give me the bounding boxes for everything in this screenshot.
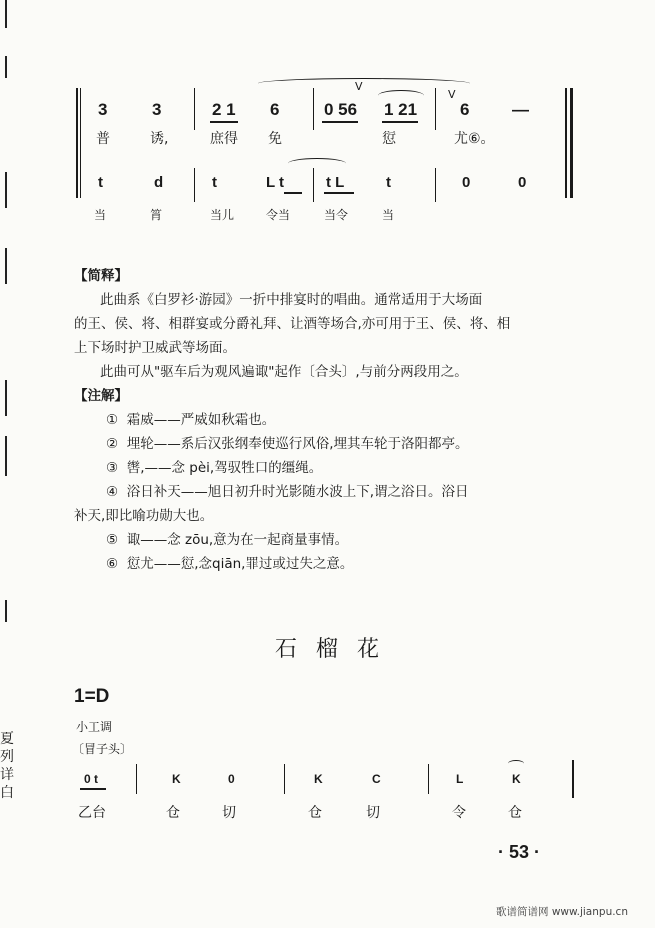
margin-rule bbox=[5, 436, 7, 476]
intro-label: 〔冒子头〕 bbox=[72, 742, 133, 756]
paragraph: 上下场时护卫威武等场面。 bbox=[74, 340, 236, 356]
melody-note: 3 bbox=[152, 100, 162, 119]
percussion-note: 0 bbox=[462, 174, 471, 191]
percussion-word: 当儿 bbox=[210, 208, 235, 222]
percussion-word: 令当 bbox=[266, 208, 291, 222]
zhujie-section bbox=[74, 384, 574, 576]
lyric: 庶得 bbox=[210, 131, 238, 147]
section-heading: 【注解】 bbox=[74, 388, 128, 404]
percussion-word: 仓 bbox=[308, 805, 322, 821]
note-item: ① 霜威——严威如秋霜也。 bbox=[106, 412, 276, 428]
paragraph: 的王、侯、将、相群宴或分爵礼拜、让酒等场合,亦可用于王、侯、将、相 bbox=[74, 316, 511, 332]
breath-mark: V bbox=[448, 88, 456, 101]
margin-rule bbox=[5, 0, 7, 28]
jianshi-section bbox=[74, 264, 574, 384]
paragraph: 此曲系《白罗衫·游园》一折中排宴时的唱曲。通常适用于大场面 bbox=[100, 292, 483, 308]
percussion-word: 乙台 bbox=[78, 805, 106, 821]
note-item: ④ 浴日补天——旭日初升时光影随水波上下,谓之浴日。浴日 bbox=[106, 484, 469, 500]
slur bbox=[258, 78, 470, 89]
margin-rule bbox=[5, 380, 7, 416]
melody-note: 6 bbox=[270, 100, 280, 119]
percussion-note: t bbox=[98, 174, 103, 191]
percussion-word: 切 bbox=[366, 805, 380, 821]
percussion-note: 0 bbox=[518, 174, 527, 191]
percussion-note: t bbox=[212, 174, 217, 191]
melody-note: 0 56 bbox=[324, 100, 358, 119]
percussion-note: 0 t bbox=[84, 772, 99, 786]
percussion-note: t bbox=[386, 174, 391, 191]
melody-note: 1 21 bbox=[384, 100, 418, 119]
percussion-note: 0 bbox=[228, 772, 235, 786]
margin-rule bbox=[5, 600, 7, 622]
page-number: · 53 · bbox=[498, 842, 541, 862]
key-signature: 1=D bbox=[74, 686, 110, 707]
percussion-note: K bbox=[172, 772, 181, 786]
note-item: 补天,即比喻功勋大也。 bbox=[74, 508, 214, 524]
percussion-note: K bbox=[314, 772, 323, 786]
lyric: 普 bbox=[96, 131, 110, 147]
percussion-word: 仓 bbox=[508, 805, 522, 821]
margin-rule bbox=[5, 248, 7, 284]
percussion-word: 切 bbox=[222, 805, 236, 821]
note-item: ⑥ 愆尤——愆,念qiān,罪过或过失之意。 bbox=[106, 556, 354, 572]
percussion-note: L t bbox=[266, 174, 285, 191]
breath-mark: V bbox=[355, 80, 363, 93]
margin-rule bbox=[5, 56, 7, 78]
lyric: 诱, bbox=[150, 131, 169, 147]
margin-text: 夏 列 详 白 bbox=[0, 731, 14, 801]
paragraph: 此曲可从"驱车后为观风遍诹"起作〔合头〕,与前分两段用之。 bbox=[100, 364, 468, 380]
melody-note: 2 1 bbox=[212, 100, 236, 119]
note-item: ③ 辔,——念 pèi,驾驭牲口的缰绳。 bbox=[106, 460, 323, 476]
percussion-word: 令 bbox=[452, 805, 466, 821]
fermata bbox=[508, 760, 524, 767]
margin-rule bbox=[5, 172, 7, 208]
percussion-note: K bbox=[512, 772, 521, 786]
note-item: ⑤ 诹——念 zōu,意为在一起商量事情。 bbox=[106, 532, 349, 548]
section-heading: 【简释】 bbox=[74, 268, 128, 284]
percussion-note: d bbox=[154, 174, 164, 191]
percussion-word: 仓 bbox=[166, 805, 180, 821]
percussion-note: L bbox=[456, 772, 464, 786]
percussion-word: 当 bbox=[94, 208, 107, 222]
lyric: 尤⑥。 bbox=[454, 131, 495, 147]
melody-note: 6 bbox=[460, 100, 470, 119]
percussion-note: t L bbox=[326, 174, 345, 191]
melody-note: — bbox=[512, 100, 529, 119]
lyric: 免 bbox=[268, 131, 282, 147]
percussion-word: 当令 bbox=[324, 208, 349, 222]
mode-label: 小工调 bbox=[76, 720, 113, 734]
percussion-word: 当 bbox=[382, 208, 395, 222]
percussion-word: 筲 bbox=[150, 208, 163, 222]
percussion-note: C bbox=[372, 772, 381, 786]
note-item: ② 埋轮——系后汉张纲奉使巡行风俗,埋其车轮于洛阳都亭。 bbox=[106, 436, 469, 452]
piece-title: 石 榴 花 bbox=[275, 637, 385, 662]
watermark: 歌谱简谱网 www.jianpu.cn bbox=[496, 906, 628, 918]
lyric: 愆 bbox=[382, 131, 396, 147]
melody-note: 3 bbox=[98, 100, 108, 119]
slur bbox=[288, 158, 346, 169]
